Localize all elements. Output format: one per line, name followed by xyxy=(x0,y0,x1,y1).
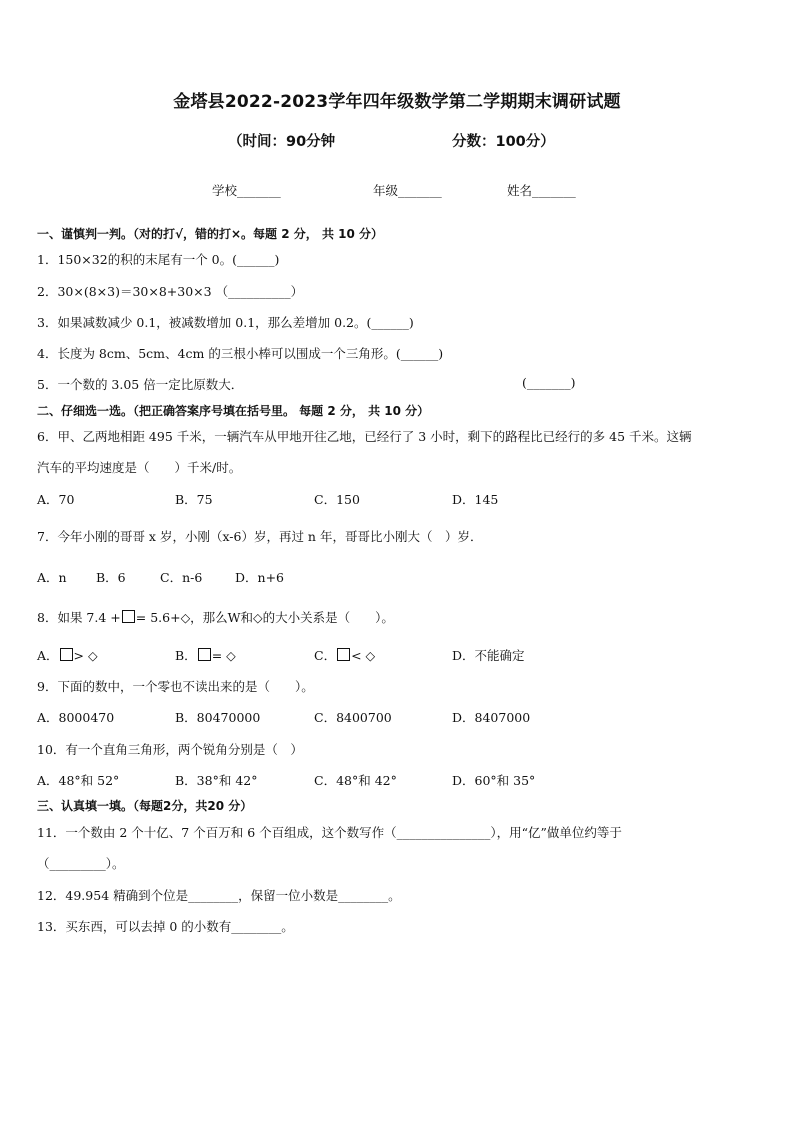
page-title: 金塔县2022-2023学年四年级数学第二学期期末调研试题 xyxy=(173,92,621,112)
q6-option-b: B．75 xyxy=(175,492,213,507)
q8-option-c-label: C． xyxy=(314,648,337,663)
question-6-line1: 6．甲、乙两地相距 495 千米，一辆汽车从甲地开往乙地，已经行了 3 小时，剩下的路程比已经行的多 45 千米。这辆 xyxy=(37,429,692,444)
q9-option-a: A．8000470 xyxy=(37,710,115,725)
question-7: 7．今年小刚的哥哥 x 岁，小刚（x-6）岁，再过 n 年，哥哥比小刚大（ ）岁． xyxy=(37,529,483,544)
q9-option-b: B．80470000 xyxy=(175,710,261,725)
q7-option-b: B．6 xyxy=(96,570,126,585)
question-5-blank: (_______) xyxy=(522,375,576,390)
q6-option-a: A．70 xyxy=(37,492,75,507)
question-13: 13．买东西，可以去掉 0 的小数有________。 xyxy=(37,919,294,934)
q7-option-a: A．n xyxy=(37,570,67,585)
section-2-heading: 二、仔细选一选。（把正确答案序号填在括号里。 每题 2 分， 共 10 分） xyxy=(37,404,430,418)
q8-option-a xyxy=(37,646,98,664)
q9-option-d: D．8407000 xyxy=(452,710,531,725)
question-3: 3．如果减数减少 0.1，被减数增加 0.1，那么差增加 0.2。(______) xyxy=(37,315,414,330)
question-6-line2: 汽车的平均速度是（ ）千米/时。 xyxy=(37,460,242,475)
question-11-line2: （_________）。 xyxy=(37,856,125,871)
square-icon xyxy=(60,648,73,661)
square-icon xyxy=(122,610,135,623)
question-4: 4．长度为 8cm、5cm、4cm 的三根小棒可以围成一个三角形。(______) xyxy=(37,346,444,361)
square-icon xyxy=(198,648,211,661)
q9-option-c: C．8400700 xyxy=(314,710,392,725)
question-5: 5．一个数的 3.05 倍一定比原数大． xyxy=(37,377,244,392)
q8-option-b xyxy=(175,646,236,664)
q8-option-b-relation: = ◇ xyxy=(211,648,236,663)
section-1-heading: 一、谨慎判一判。（对的打√，错的打×。每题 2 分， 共 10 分） xyxy=(37,227,383,241)
question-11-line1: 11．一个数由 2 个十亿、7 个百万和 6 个百组成，这个数写作（_______________），用“亿”做单位约等于 xyxy=(37,825,622,840)
question-9: 9．下面的数中，一个零也不读出来的是（ ）。 xyxy=(37,679,314,694)
question-12: 12．49.954 精确到个位是________，保留一位小数是________。 xyxy=(37,888,401,903)
q10-option-c: C．48°和 42° xyxy=(314,773,397,788)
q6-option-c: C．150 xyxy=(314,492,360,507)
question-8 xyxy=(37,608,394,626)
q10-option-b: B．38°和 42° xyxy=(175,773,258,788)
square-icon xyxy=(337,648,350,661)
q6-option-d: D．145 xyxy=(452,492,499,507)
q10-option-a: A．48°和 52° xyxy=(37,773,120,788)
q8-option-c-relation: < ◇ xyxy=(351,648,376,663)
q8-option-a-label: A． xyxy=(37,648,59,663)
question-10: 10．有一个直角三角形，两个锐角分别是（ ） xyxy=(37,742,303,757)
q7-option-c: C．n-6 xyxy=(160,570,203,585)
q10-option-d: D．60°和 35° xyxy=(452,773,536,788)
grade-field: 年级_______ xyxy=(373,183,442,198)
school-field: 学校_______ xyxy=(212,183,281,198)
q8-option-d: D．不能确定 xyxy=(452,648,525,663)
q8-text-post: = 5.6+◇，那么W和◇的大小关系是（ ）。 xyxy=(135,610,394,625)
q8-text-pre: 8．如果 7.4 + xyxy=(37,610,121,625)
question-2: 2．30×(8×3)＝30×8+30×3 （__________） xyxy=(37,284,304,299)
q8-option-c xyxy=(314,646,375,664)
question-1: 1．150×32的积的末尾有一个 0。(______) xyxy=(37,252,280,267)
exam-score: 分数：100分） xyxy=(452,134,555,150)
q8-option-a-relation: > ◇ xyxy=(73,648,98,663)
q7-option-d: D．n+6 xyxy=(235,570,284,585)
exam-time: （时间：90分钟 xyxy=(228,134,336,150)
name-field: 姓名_______ xyxy=(507,183,576,198)
q8-option-b-label: B． xyxy=(175,648,197,663)
section-3-heading: 三、认真填一填。（每题2分，共20 分） xyxy=(37,799,253,813)
